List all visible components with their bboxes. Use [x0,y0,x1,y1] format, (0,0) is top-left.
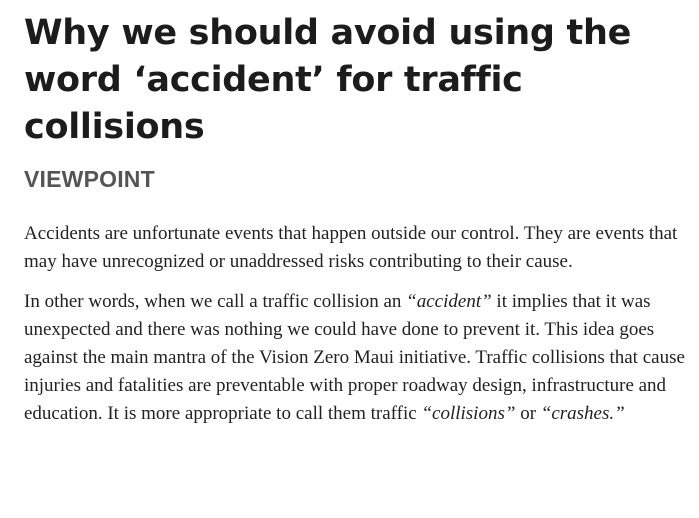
emphasized-term-crashes: “crashes.” [540,403,625,424]
paragraph-text: or [515,403,541,424]
article [24,10,686,428]
body-paragraph-1: Accidents are unfortunate events that happen outside our control. They are events that may have unrecognized or unaddressed risks contributing to their cause. [24,223,678,272]
paragraph-text: In other words, when we call a traffic collision an [24,291,407,312]
emphasized-term-collisions: “collisions” [421,403,516,424]
section-label: VIEWPOINT [24,166,155,192]
article-headline: Why we should avoid using the word ‘accident’ for traffic collisions [24,13,632,147]
paragraph-text: it implies that it was unexpected and there was nothing we could have done to prevent it. This idea goes against the main mantra of the Vision Zero Maui initiative. Traffic collisions that cause injuries and fatalities are preventable with proper roadway design, infrastructure and education. It is more appropriate to call them traffic [24,291,685,424]
body-paragraph-2 [24,288,686,428]
emphasized-term-accident: “accident” [406,291,492,312]
